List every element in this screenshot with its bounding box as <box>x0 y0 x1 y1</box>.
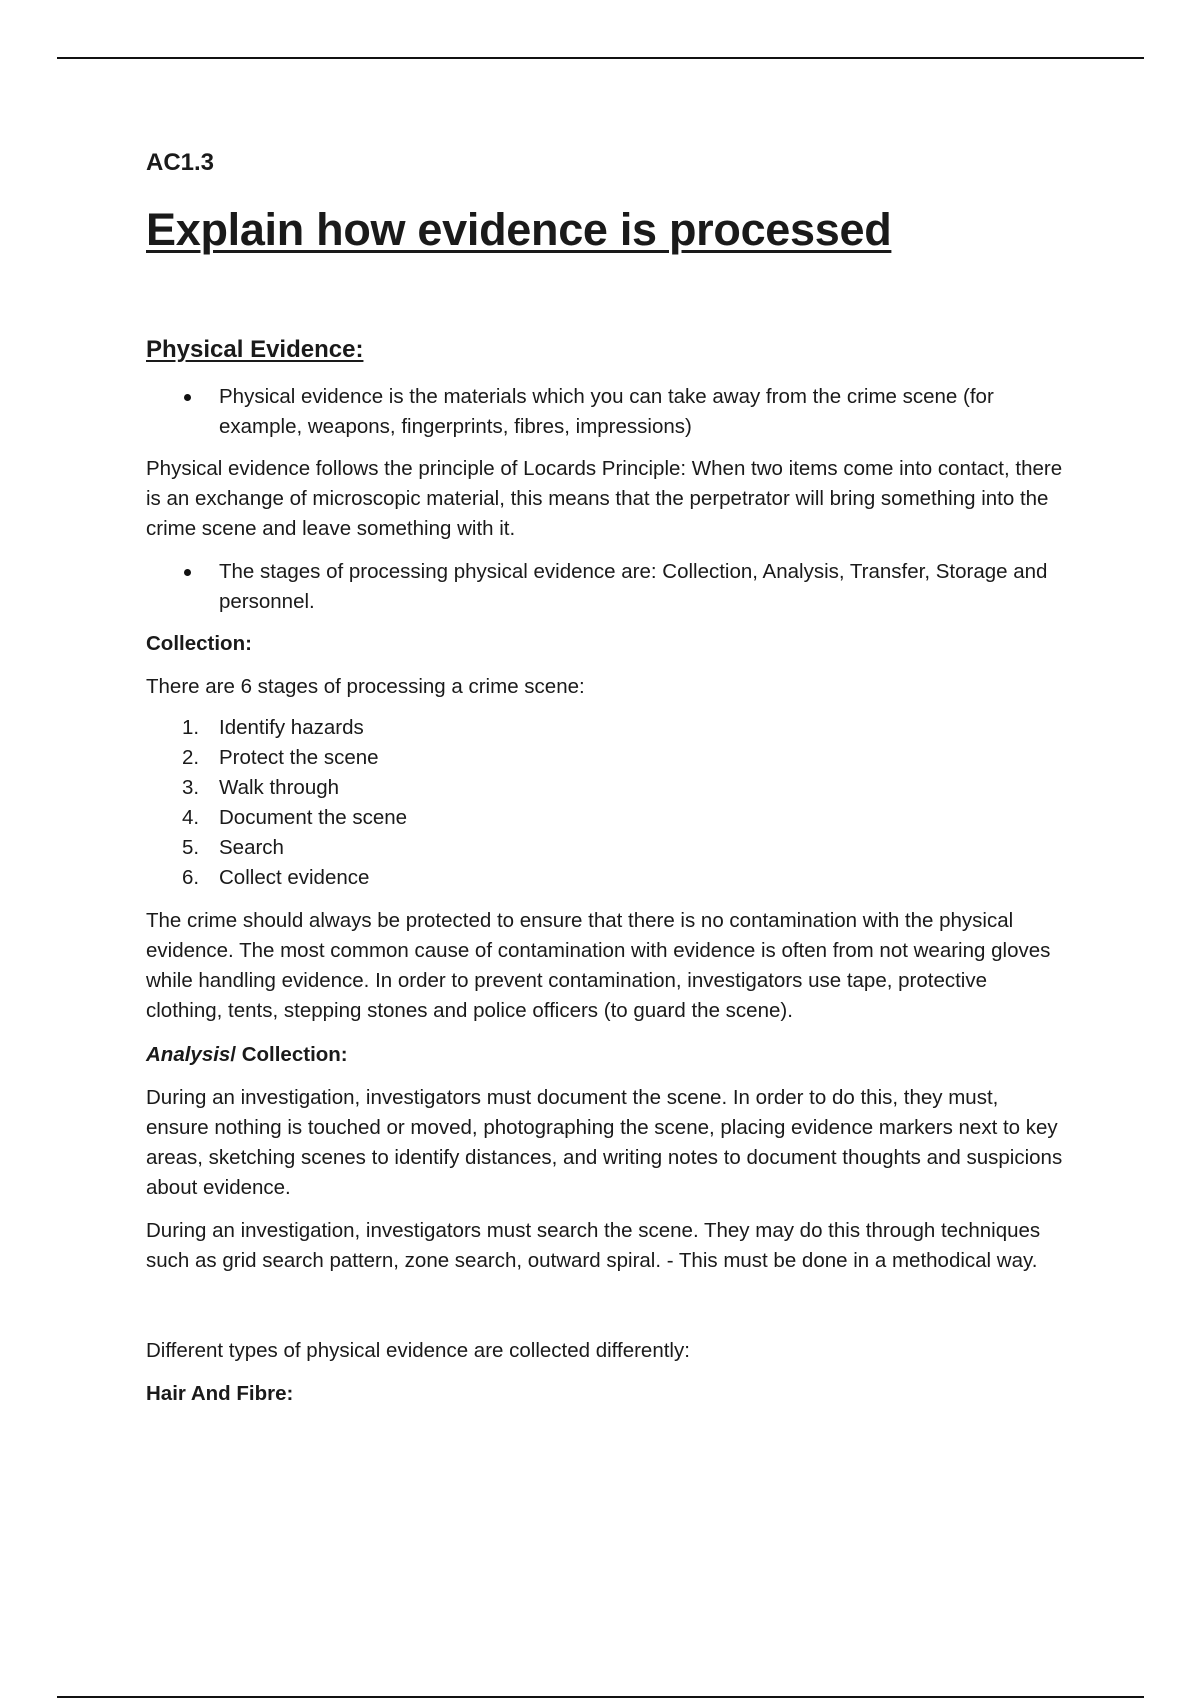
document-scene-paragraph: During an investigation, investigators must document the scene. In order to do this, they must, ensure nothing is touched or moved, photographing the scene, placing evidence markers next to key areas, sketching scenes to identify distances, and writing notes to document thoughts and suspicions about evidence. <box>146 1086 1063 1199</box>
collection-heading: Collection: <box>146 632 252 655</box>
bullet-icon <box>184 569 191 576</box>
list-item <box>146 713 1066 743</box>
list-item-label: Protect the scene <box>219 746 379 769</box>
list-item-label: Walk through <box>219 776 340 799</box>
collection-intro: There are 6 stages of processing a crime scene: <box>146 675 585 698</box>
list-item-label: Search <box>219 836 284 859</box>
list-item <box>146 773 1066 803</box>
top-rule <box>57 57 1144 59</box>
analysis-collection-heading <box>146 1040 1066 1070</box>
list-item <box>146 743 1066 773</box>
physical-evidence-bullets <box>146 382 1066 442</box>
analysis-heading-italic: Analysis <box>146 1043 231 1066</box>
list-item <box>146 833 1066 863</box>
bullet-text: The stages of processing physical evidence are: Collection, Analysis, Transfer, Storage and personnel. <box>219 560 1048 613</box>
search-scene-paragraph: During an investigation, investigators must search the scene. They may do this through techniques such as grid search pattern, zone search, outward spiral. - This must be done in a methodical way. <box>146 1219 1041 1272</box>
list-number: 4. <box>182 806 200 829</box>
list-item <box>146 863 1066 893</box>
hair-fibre-heading: Hair And Fibre: <box>146 1382 294 1405</box>
list-number: 2. <box>182 746 200 769</box>
bullet-icon <box>184 394 191 401</box>
evidence-types-intro: Different types of physical evidence are collected differently: <box>146 1339 690 1362</box>
list-number: 3. <box>182 776 200 799</box>
locards-paragraph: Physical evidence follows the principle of Locards Principle: When two items come into contact, there is an exchange of microscopic material, this means that the perpetrator will bring something into the crime scene and leave something with it. <box>146 457 1063 540</box>
list-item <box>146 382 1066 442</box>
list-item <box>146 803 1066 833</box>
page-title: Explain how evidence is processed <box>146 204 892 255</box>
analysis-heading-rest: / Collection: <box>230 1043 348 1066</box>
document-body <box>146 146 1066 1409</box>
list-number: 5. <box>182 836 200 859</box>
stages-bullets <box>146 557 1066 617</box>
bullet-text: Physical evidence is the materials which you can take away from the crime scene (for example, weapons, fingerprints, fibres, impressions) <box>219 385 994 438</box>
unit-code: AC1.3 <box>146 149 215 176</box>
list-number: 6. <box>182 866 200 889</box>
list-item-label: Collect evidence <box>219 866 370 889</box>
bottom-rule <box>57 1696 1144 1698</box>
protection-paragraph: The crime should always be protected to ensure that there is no contamination with the physical evidence. The most common cause of contamination with evidence is often from not wearing gloves while handling evidence. In order to prevent contamination, investigators use tape, protective clothing, tents, stepping stones and police officers (to guard the scene). <box>146 909 1051 1022</box>
list-item-label: Document the scene <box>219 806 408 829</box>
physical-evidence-heading: Physical Evidence: <box>146 336 364 363</box>
list-number: 1. <box>182 716 200 739</box>
list-item <box>146 557 1066 617</box>
list-item-label: Identify hazards <box>219 716 364 739</box>
crime-scene-stages-list <box>146 713 1066 893</box>
